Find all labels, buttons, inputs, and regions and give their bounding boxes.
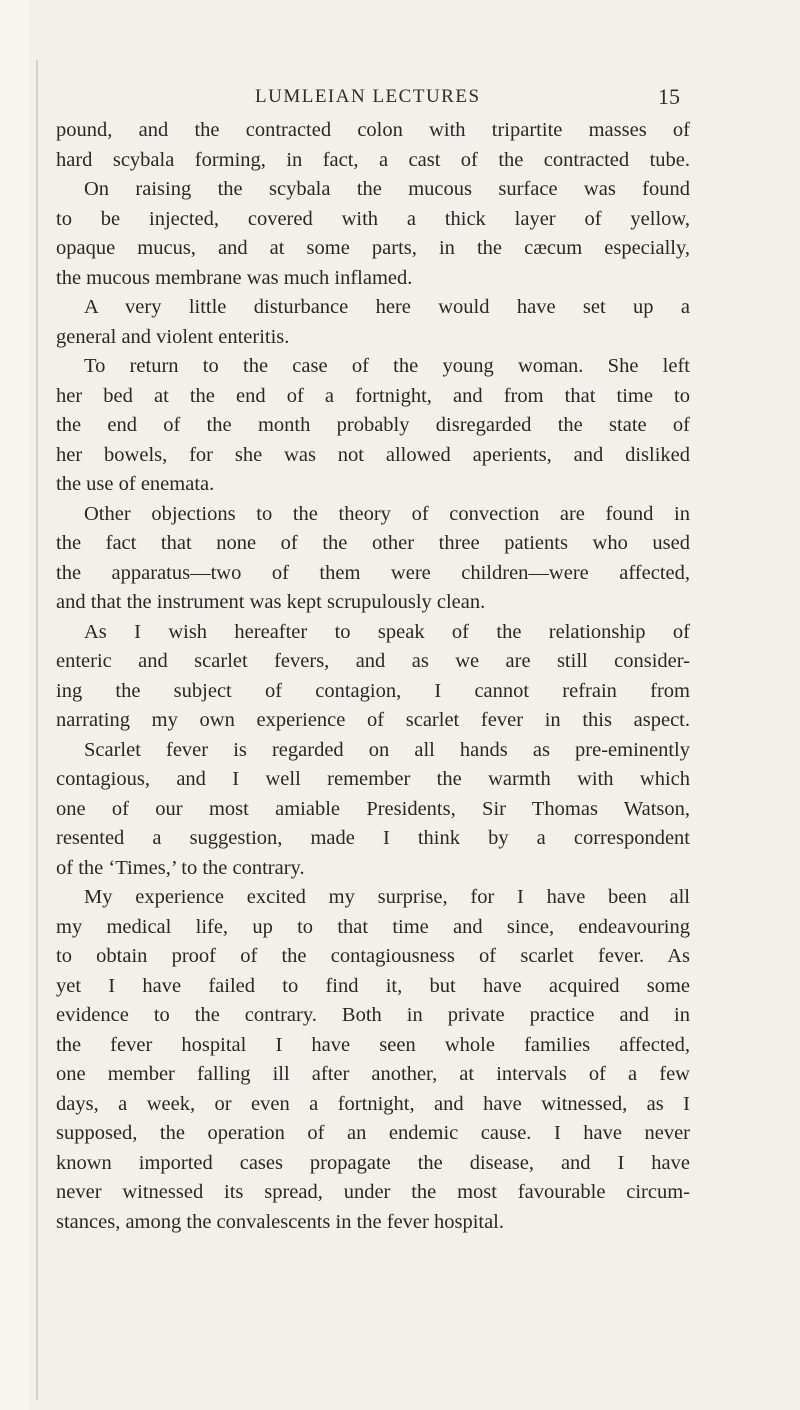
text-line: the fact that none of the other three patients who used — [56, 532, 690, 554]
text-line: to be injected, covered with a thick layer of yellow, — [56, 207, 690, 230]
page-gutter — [0, 0, 30, 1410]
text-line: Scarlet fever is regarded on all hands as pre-eminently — [84, 738, 690, 761]
text-line: opaque mucus, and at some parts, in the cæcum especially, — [56, 237, 690, 259]
text-line: the apparatus—two of them were children—were affected, — [56, 561, 690, 584]
text-line: ing the subject of contagion, I cannot refrain from — [56, 679, 690, 702]
text-line: supposed, the operation of an endemic cause. I have never — [56, 1122, 690, 1144]
text-line: pound, and the contracted colon with tripartite masses of — [56, 119, 690, 141]
text-line: never witnessed its spread, under the most favourable circum- — [56, 1181, 690, 1203]
page-header — [255, 86, 680, 116]
text-line: As I wish hereafter to speak of the relationship of — [84, 620, 690, 643]
text-line: A very little disturbance here would have set up a — [84, 296, 690, 318]
body-text — [56, 116, 690, 1237]
text-line: Other objections to the theory of convection are found in — [84, 502, 690, 525]
text-line: general and violent enteritis. — [56, 325, 290, 348]
text-line: On raising the scybala the mucous surface was found — [84, 178, 690, 200]
page-number: 15 — [658, 84, 680, 109]
text-line: days, a week, or even a fortnight, and have witnessed, as I — [56, 1092, 690, 1115]
text-line: and that the instrument was kept scrupulously clean. — [56, 591, 486, 613]
text-line: My experience excited my surprise, for I have been all — [84, 886, 690, 908]
text-line: enteric and scarlet fevers, and as we are still consider- — [56, 650, 690, 672]
text-line: the use of enemata. — [56, 473, 215, 495]
text-line: To return to the case of the young woman. She left — [84, 355, 690, 377]
text-line: known imported cases propagate the disease, and I have — [56, 1151, 690, 1174]
text-line: one of our most amiable Presidents, Sir Thomas Watson, — [56, 797, 690, 820]
text-line: the end of the month probably disregarded the state of — [56, 414, 690, 436]
text-line: contagious, and I well remember the warmth with which — [56, 768, 690, 790]
binding-shadow — [36, 60, 38, 1400]
text-line: one member falling ill after another, at intervals of a few — [56, 1063, 690, 1085]
text-line: to obtain proof of the contagiousness of scarlet fever. As — [56, 945, 690, 967]
text-line: her bowels, for she was not allowed aperients, and disliked — [56, 443, 690, 466]
text-line: the fever hospital I have seen whole families affected, — [56, 1033, 690, 1056]
text-line: yet I have failed to find it, but have acquired some — [56, 974, 690, 997]
text-line: my medical life, up to that time and since, endeavouring — [56, 915, 690, 938]
text-line: the mucous membrane was much inflamed. — [56, 266, 413, 289]
text-line: resented a suggestion, made I think by a correspondent — [56, 827, 690, 849]
text-line: her bed at the end of a fortnight, and from that time to — [56, 384, 690, 407]
running-head: LUMLEIAN LECTURES — [255, 86, 481, 107]
text-line: evidence to the contrary. Both in private practice and in — [56, 1004, 690, 1026]
text-line: stances, among the convalescents in the fever hospital. — [56, 1210, 505, 1233]
text-line: narrating my own experience of scarlet fever in this aspect. — [56, 709, 690, 731]
text-line: of the ‘Times,’ to the contrary. — [56, 856, 305, 879]
text-line: hard scybala forming, in fact, a cast of the contracted tube. — [56, 148, 690, 171]
